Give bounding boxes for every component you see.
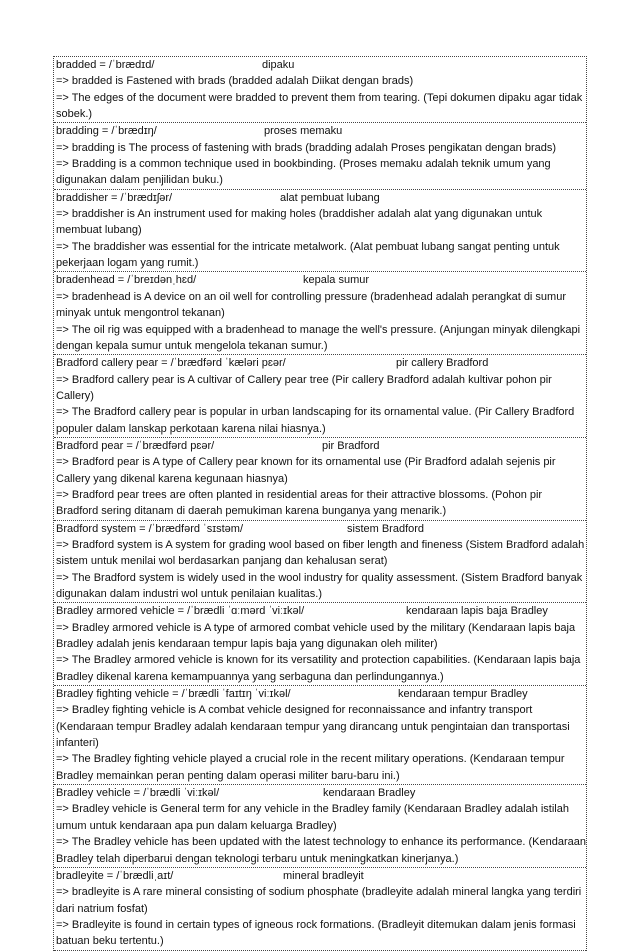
- entry-header: [56, 57, 586, 73]
- glossary-entry: [54, 603, 586, 686]
- entry-translation: kendaraan Bradley: [323, 787, 416, 800]
- entry-example: => The Bradley fighting vehicle played a crucial role in the recent military operations. (Kendaraan tempur Bradley memainkan peran penting dalam operasi militer baru-baru ini.): [56, 753, 565, 782]
- entry-example: => Bradford pear trees are often planted in residential areas for their attractive blossoms. (Pohon pir Bradford sering ditanam di daerah pemukiman karena bunganya yang menarik.): [56, 488, 543, 518]
- entry-translation: pir Bradford: [322, 439, 380, 452]
- entry-term: bradleyite = /ˈbrædliˌaɪt/: [56, 869, 174, 882]
- entry-definition: => Bradford callery pear is A cultivar of Callery pear tree (Pir callery Bradford adalah kultivar pohon pir Callery): [56, 373, 552, 402]
- glossary-entry: [54, 785, 586, 868]
- entry-term: Bradford system = /ˈbrædfərd ˈsɪstəm/: [56, 522, 243, 535]
- glossary-entry: [54, 190, 586, 273]
- entry-header: [56, 355, 586, 371]
- entry-example: => The oil rig was equipped with a bradenhead to manage the well's pressure. (Anjungan minyak dilengkapi dengan kepala sumur untuk mengelola tekanan sumur.): [56, 323, 581, 352]
- glossary-entry: [54, 272, 586, 355]
- glossary-entry: [54, 686, 586, 785]
- entry-term: bradenhead = /ˈbreɪdənˌhɛd/: [56, 274, 197, 287]
- glossary-entry: [54, 123, 586, 189]
- entry-example: => Bradleyite is found in certain types of igneous rock formations. (Bradleyit ditemukan dalam jenis formasi batuan beku tertentu.): [56, 918, 576, 948]
- entry-header: [56, 123, 586, 139]
- entry-translation: kendaraan tempur Bradley: [398, 688, 528, 701]
- glossary-entry: [54, 438, 586, 521]
- glossary-entry: [54, 355, 586, 438]
- entry-definition: => Bradley armored vehicle is A type of armored combat vehicle used by the military (Kendaraan lapis baja Bradley adalah jenis kendaraan tempur lapis baja yang digunakan oleh militer): [56, 621, 576, 651]
- entry-definition: => Bradley fighting vehicle is A combat vehicle designed for reconnaissance and infantry transport (Kendaraan tempur Bradley adalah kendaraan tempur yang dirancang untuk pengintaian dan transportasi infanteri): [56, 704, 570, 750]
- entry-term: Bradford pear = /ˈbrædfərd pɛər/: [56, 439, 215, 452]
- entry-translation: sistem Bradford: [347, 522, 425, 535]
- entry-example: => The edges of the document were bradded to prevent them from tearing. (Tepi dokumen dipaku agar tidak sobek.): [56, 91, 583, 121]
- entry-header: [56, 272, 586, 288]
- entry-term: Bradley fighting vehicle = /ˈbrædli ˈfaɪtɪŋ ˈviːɪkəl/: [56, 688, 291, 701]
- entry-example: => The Bradley vehicle has been updated with the latest technology to enhance its performance. (Kendaraan Bradley telah diperbarui dengan teknologi terbaru untuk meningkatkan kinerjanya.): [56, 836, 586, 865]
- glossary-entry: [54, 57, 586, 123]
- entry-definition: => bradding is The process of fastening with brads (bradding adalah Proses pengikatan dengan brads): [56, 141, 557, 154]
- entry-translation: kepala sumur: [303, 274, 370, 287]
- entry-example: => The braddisher was essential for the intricate metalwork. (Alat pembuat lubang sangat penting untuk pekerjaan logam yang rumit.): [56, 240, 560, 270]
- entry-header: [56, 438, 586, 454]
- entry-definition: => bradded is Fastened with brads (bradded adalah Diikat dengan brads): [56, 75, 414, 88]
- entry-term: Bradley armored vehicle = /ˈbrædli ˈɑːmərd ˈviːɪkəl/: [56, 605, 305, 618]
- entry-header: [56, 785, 586, 801]
- entry-term: bradded = /ˈbrædɪd/: [56, 59, 155, 71]
- entry-header: [56, 521, 586, 537]
- glossary-document: [53, 56, 587, 951]
- entry-header: [56, 603, 586, 619]
- entry-definition: => Bradford pear is A type of Callery pear known for its ornamental use (Pir Bradford adalah sejenis pir Callery yang dikenal karena kegunaan hiasnya): [56, 456, 556, 485]
- entry-term: braddisher = /ˈbrædɪʃər/: [56, 191, 173, 204]
- entry-definition: => Bradford system is A system for grading wool based on fiber length and fineness (Sistem Bradford adalah sistem untuk menilai wol berdasarkan panjang dan kehalusan serat): [56, 538, 585, 568]
- glossary-entry: [54, 868, 586, 951]
- entry-translation: mineral bradleyit: [283, 869, 364, 882]
- entry-term: Bradford callery pear = /ˈbrædfərd ˈkæləri pɛər/: [56, 357, 286, 370]
- entry-example: => The Bradford system is widely used in the wool industry for quality assessment. (Sistem Bradford banyak digunakan dalam industri wol untuk penilaian kualitas.): [56, 571, 583, 600]
- entry-definition: => Bradley vehicle is General term for any vehicle in the Bradley family (Kendaraan Bradley adalah istilah umum untuk kendaraan apa pun dalam keluarga Bradley): [56, 803, 569, 832]
- entry-term: bradding = /ˈbrædɪŋ/: [56, 125, 157, 138]
- entry-translation: proses memaku: [264, 125, 343, 138]
- entry-translation: dipaku: [262, 59, 295, 71]
- entry-example: => Bradding is a common technique used in bookbinding. (Proses memaku adalah teknik umum yang digunakan dalam penjilidan buku.): [56, 158, 551, 187]
- entry-translation: alat pembuat lubang: [280, 191, 380, 204]
- glossary-entry: [54, 521, 586, 604]
- entry-translation: kendaraan lapis baja Bradley: [406, 605, 548, 618]
- entry-header: [56, 686, 586, 702]
- entry-example: => The Bradford callery pear is popular in urban landscaping for its ornamental value. (Pir Callery Bradford populer dalam lanskap perkotaan karena nilai hiasnya.): [56, 406, 575, 435]
- entry-definition: => bradenhead is A device on an oil well for controlling pressure (bradenhead adalah perangkat di sumur minyak untuk mengontrol tekanan): [56, 290, 566, 320]
- entry-header: [56, 868, 586, 884]
- entry-definition: => bradleyite is A rare mineral consisting of sodium phosphate (bradleyite adalah mineral langka yang terdiri dari natrium fosfat): [56, 886, 582, 915]
- entry-example: => The Bradley armored vehicle is known for its versatility and protection capabilities. (Kendaraan lapis baja Bradley dikenal karena kemampuannya yang serbaguna dan perlindungannya.): [56, 654, 581, 683]
- entry-translation: pir callery Bradford: [396, 357, 489, 370]
- entry-header: [56, 190, 586, 206]
- entry-definition: => braddisher is An instrument used for making holes (braddisher adalah alat yang digunakan untuk membuat lubang): [56, 208, 543, 237]
- entry-term: Bradley vehicle = /ˈbrædli ˈviːɪkəl/: [56, 787, 220, 800]
